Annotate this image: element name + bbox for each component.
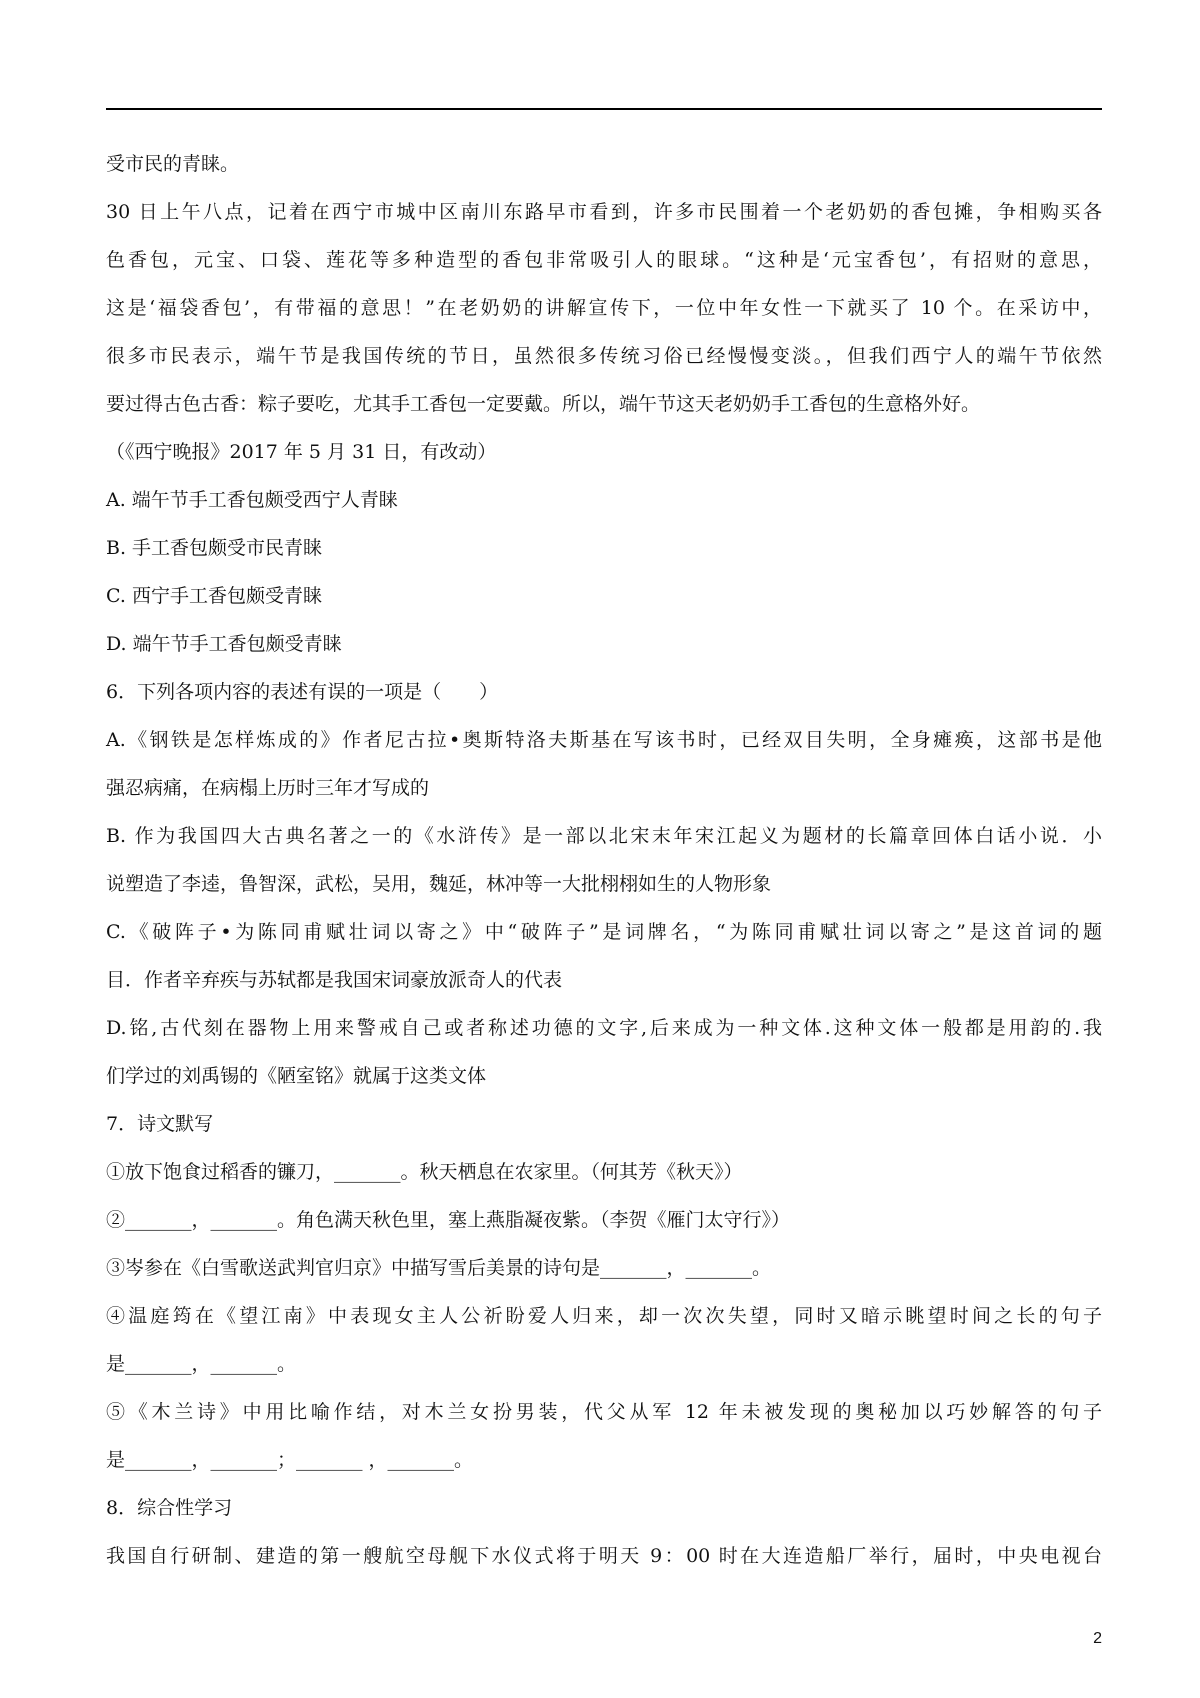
q7-item-5: ⑤《木兰诗》中用比喻作结，对木兰女扮男装，代父从军 12 年未被发现的奥秘加以巧妙解答的句子 — [106, 1401, 1102, 1423]
q7-item-5-cont: 是_______，_______；_______ ，_______。 — [106, 1449, 474, 1471]
q6-option-a-cont: 强忍病痛，在病榻上历时三年才写成的 — [106, 777, 430, 799]
question-7: 7．诗文默写 — [106, 1113, 214, 1135]
text-line: 受市民的青睐。 — [106, 153, 240, 175]
option-b: B. 手工香包颇受市民青睐 — [106, 537, 323, 559]
q7-item-1: ①放下饱食过稻香的镰刀，_______。秋天栖息在农家里。（何其芳《秋天》） — [106, 1161, 743, 1183]
header-rule — [106, 108, 1102, 110]
q6-option-b: B. 作为我国四大古典名著之一的《水浒传》是一部以北宋末年宋江起义为题材的长篇章回体白话小说．小 — [106, 825, 1102, 847]
text-line: 30 日上午八点，记着在西宁市城中区南川东路早市看到，许多市民围着一个老奶奶的香包摊，争相购买各 — [106, 201, 1102, 223]
page-number: 2 — [1093, 1630, 1102, 1647]
q6-option-b-cont: 说塑造了李逵，鲁智深，武松，吴用，魏延，林冲等一大批栩栩如生的人物形象 — [106, 873, 772, 895]
q7-item-2: ②_______，_______。角色满天秋色里，塞上燕脂凝夜紫。（李贺《雁门太守行》） — [106, 1209, 791, 1231]
q6-option-d-cont: 们学过的刘禹锡的《陋室铭》就属于这类文体 — [106, 1065, 487, 1087]
question-6: 6．下列各项内容的表述有误的一项是（ ） — [106, 681, 499, 703]
q8-text: 我国自行研制、建造的第一艘航空母舰下水仪式将于明天 9：00 时在大连造船厂举行，届时，中央电视台 — [106, 1545, 1102, 1567]
question-8: 8．综合性学习 — [106, 1497, 233, 1519]
q6-option-c-cont: 目．作者辛弃疾与苏轼都是我国宋词豪放派奇人的代表 — [106, 969, 563, 991]
q6-option-a: A.《钢铁是怎样炼成的》作者尼古拉•奥斯特洛夫斯基在写该书时，已经双目失明，全身瘫痪，这部书是他 — [106, 729, 1102, 751]
text-line: 色香包，元宝、口袋、莲花等多种造型的香包非常吸引人的眼球。“这种是‘元宝香包’，有招财的意思， — [106, 249, 1102, 271]
text-line: 要过得古色古香：粽子要吃，尤其手工香包一定要戴。所以，端午节这天老奶奶手工香包的生意格外好。 — [106, 393, 981, 415]
q7-item-4: ④温庭筠在《望江南》中表现女主人公祈盼爱人归来，却一次次失望，同时又暗示眺望时间之长的句子 — [106, 1305, 1102, 1327]
option-d: D. 端午节手工香包颇受青睐 — [106, 633, 342, 655]
text-line: 很多市民表示，端午节是我国传统的节日，虽然很多传统习俗已经慢慢变淡。，但我们西宁人的端午节依然 — [106, 345, 1102, 367]
option-a: A. 端午节手工香包颇受西宁人青睐 — [106, 489, 398, 511]
q6-option-c: C.《破阵子•为陈同甫赋壮词以寄之》中“破阵子”是词牌名，“为陈同甫赋壮词以寄之”是这首词的题 — [106, 921, 1102, 943]
option-c: C. 西宁手工香包颇受青睐 — [106, 585, 322, 607]
q7-item-3: ③岑参在《白雪歌送武判官归京》中描写雪后美景的诗句是_______，_______。 — [106, 1257, 772, 1279]
source-citation: （《西宁晚报》2017 年 5 月 31 日，有改动） — [106, 441, 497, 463]
text-line: 这是‘福袋香包’，有带福的意思！”在老奶奶的讲解宣传下，一位中年女性一下就买了 10 个。在采访中， — [106, 297, 1102, 319]
q7-item-4-cont: 是_______，_______。 — [106, 1353, 297, 1375]
document-body — [106, 140, 1102, 1580]
q6-option-d: D.铭,古代刻在器物上用来警戒自己或者称述功德的文字,后来成为一种文体.这种文体一般都是用韵的.我 — [106, 1017, 1102, 1039]
